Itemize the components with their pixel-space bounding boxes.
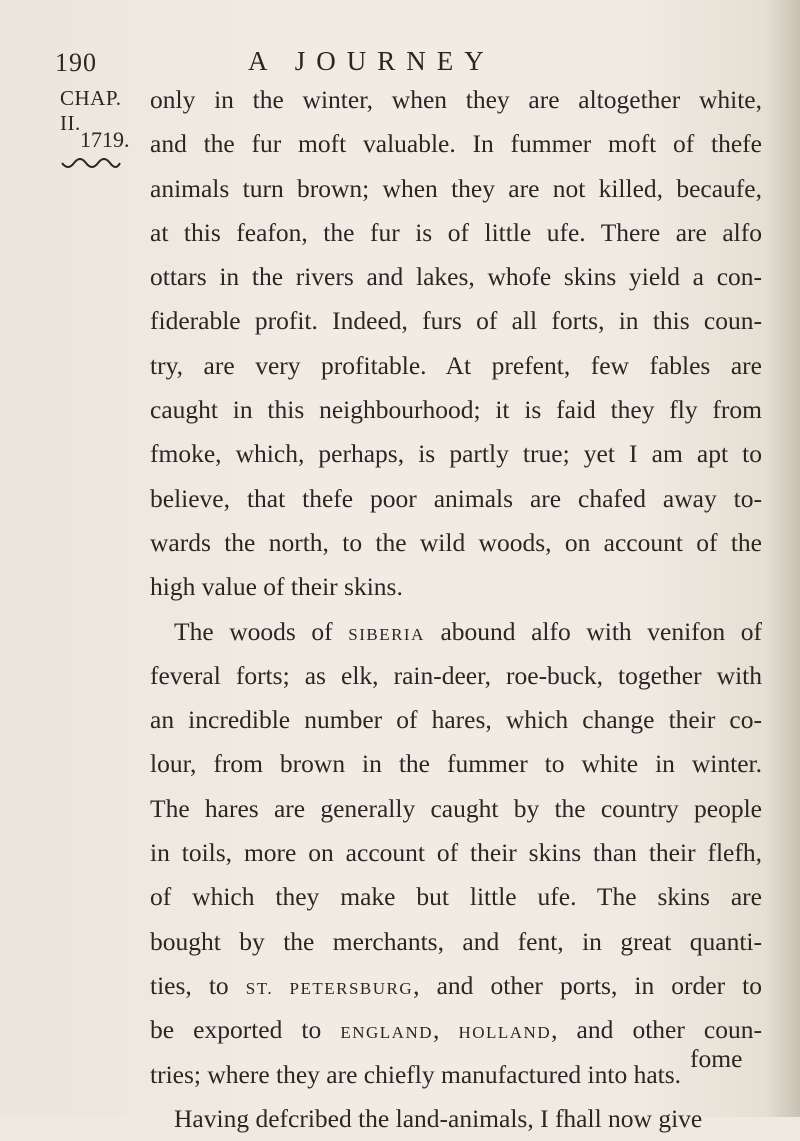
text-line: ties, to ST. PETERSBURG, and other ports, in order to xyxy=(150,970,763,1000)
text-line: try, are very profitable. At prefent, few fables are xyxy=(150,350,762,380)
text-line: be exported to ENGLAND, HOLLAND, and other coun- xyxy=(150,1015,762,1045)
margin-year-note: 1719. xyxy=(80,127,130,152)
text-line: and the fur moft valuable. In fummer moft of thefe xyxy=(150,129,762,159)
page-edge-shadow xyxy=(766,0,800,1117)
text-line: bought by the merchants, and fent, in great quanti- xyxy=(150,926,762,956)
text-line: feveral forts; as elk, rain-deer, roe-buck, together with xyxy=(150,660,762,690)
text-line: in toils, more on account of their skins than their flefh, xyxy=(150,838,762,868)
text-line: The hares are generally caught by the country people xyxy=(150,793,762,823)
page-number: 190 xyxy=(55,48,97,77)
text-line: ottars in the rivers and lakes, whofe skins yield a con- xyxy=(150,262,762,292)
text-line: tries; where they are chiefly manufactured into hats. xyxy=(150,1059,682,1089)
text-line: The woods of SIBERIA abound alfo with venifon of xyxy=(174,616,762,646)
text-line: animals turn brown; when they are not killed, becaufe, xyxy=(150,173,762,203)
text-line: of which they make but little ufe. The skins are xyxy=(150,882,762,912)
text-line: caught in this neighbourhood; it is faid they fly from xyxy=(150,395,762,425)
text-line: high value of their skins. xyxy=(150,572,403,602)
text-line: wards the north, to the wild woods, on account of the xyxy=(150,527,762,557)
text-line: believe, that thefe poor animals are chafed away to- xyxy=(150,483,762,513)
text-line: Having defcribed the land-animals, I fhall now give xyxy=(174,1103,703,1133)
running-title: A JOURNEY xyxy=(248,46,495,76)
text-line: lour, from brown in the fummer to white in winter. xyxy=(150,749,762,779)
text-line: an incredible number of hares, which change their co- xyxy=(150,705,762,735)
text-line: fmoke, which, perhaps, is partly true; yet I am apt to xyxy=(150,439,762,469)
body-text xyxy=(150,78,762,1141)
margin-ornament xyxy=(60,157,122,173)
margin-chapter-note: CHAP. II. xyxy=(60,86,122,135)
text-line: at this feafon, the fur is of little ufe. There are alfo xyxy=(150,217,762,247)
text-line: only in the winter, when they are altogether white, xyxy=(150,85,762,114)
text-line: fiderable profit. Indeed, furs of all forts, in this coun- xyxy=(150,306,762,336)
catchword: fome xyxy=(690,1044,743,1073)
